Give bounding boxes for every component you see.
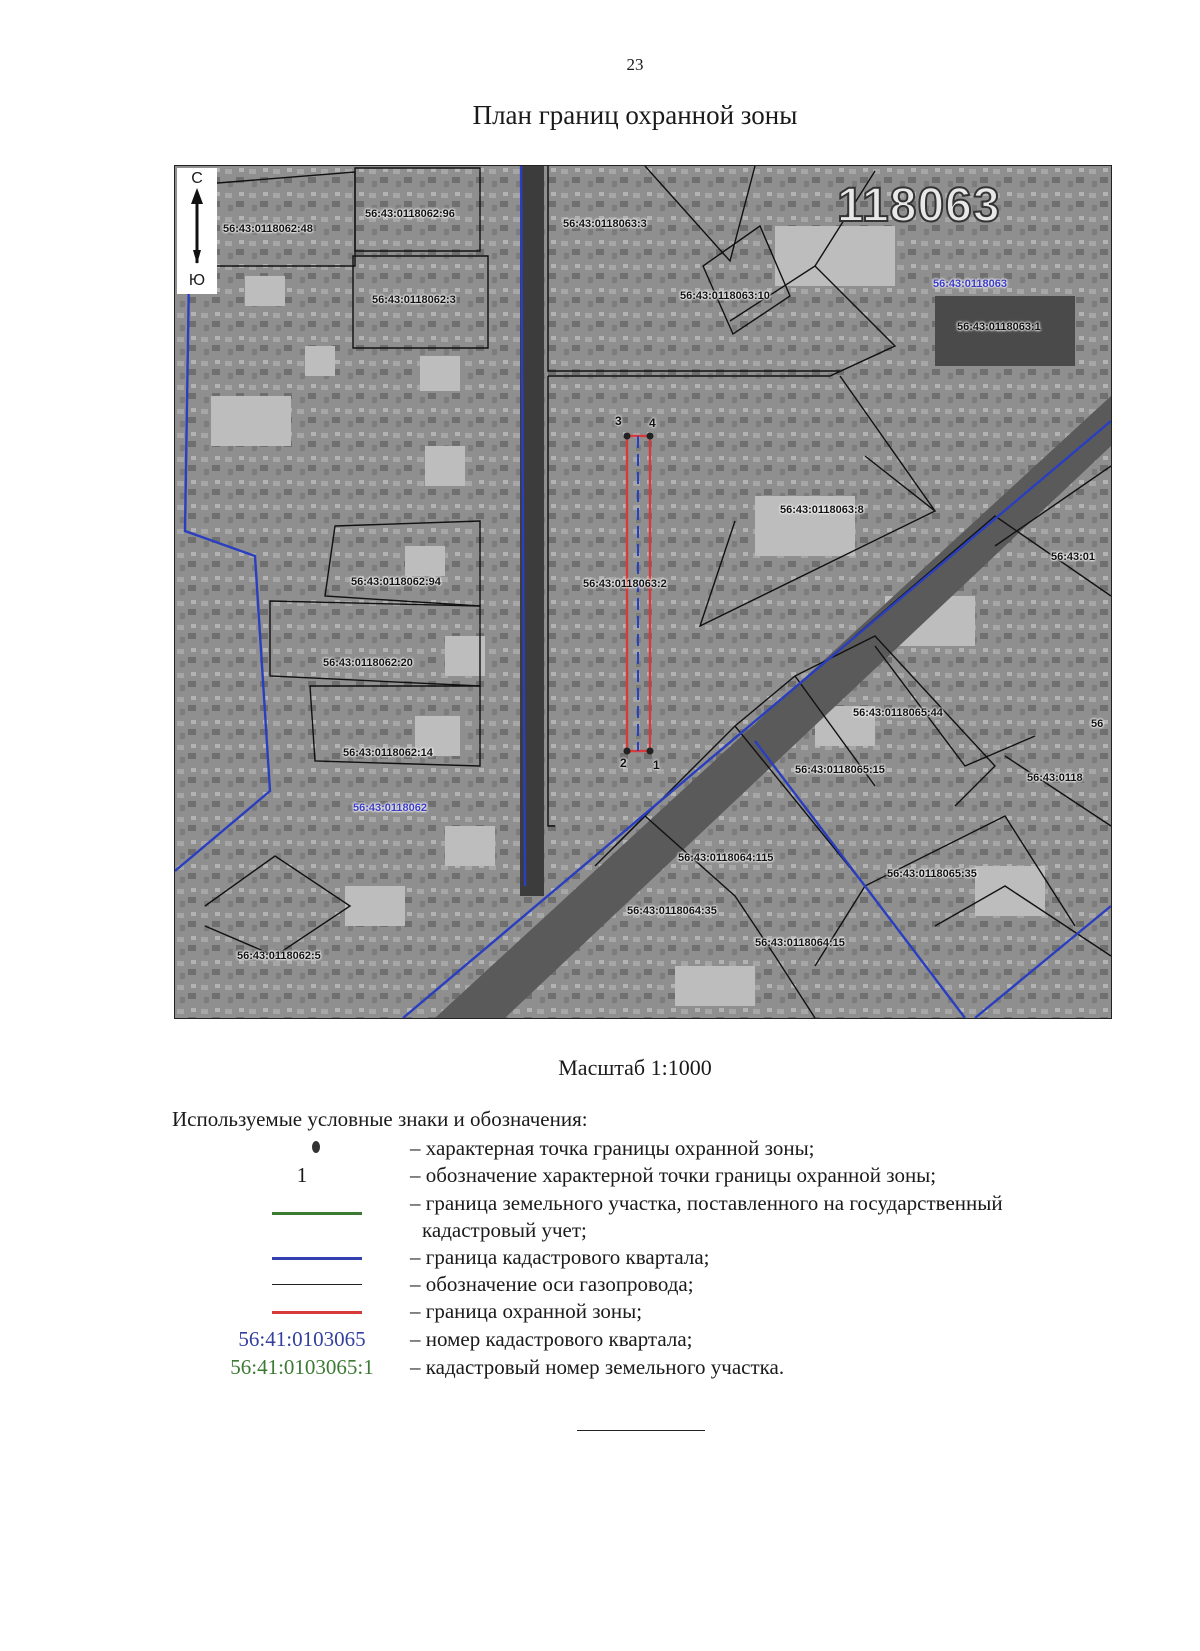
point-label: 2 bbox=[620, 756, 627, 770]
parcel-label: 56:43:0118062:96 bbox=[365, 208, 455, 220]
black-line-icon bbox=[272, 1284, 362, 1285]
parcel-label: 56:43:0118064:35 bbox=[627, 905, 717, 917]
parcel-label: 56:43:0118064:15 bbox=[755, 937, 845, 949]
legend-description: – кадастровый номер земельного участка. bbox=[410, 1355, 785, 1379]
map-scale: Масштаб 1:1000 bbox=[558, 1055, 712, 1080]
quarter-watermark-label: 118063 bbox=[837, 179, 1001, 232]
point-label: 1 bbox=[653, 758, 660, 772]
green-line-icon bbox=[272, 1212, 362, 1215]
point-label: 3 bbox=[615, 414, 622, 428]
legend-item bbox=[172, 1190, 1112, 1242]
legend-description: – обозначение характерной точки границы охранной зоны; bbox=[410, 1163, 937, 1187]
parcel-label: 56:43:0118063:8 bbox=[780, 504, 864, 516]
legend-description: – граница кадастрового квартала; bbox=[410, 1245, 710, 1269]
parcel-label: 56:43:0118062:5 bbox=[237, 950, 321, 962]
parcel-label: 56:43:0118063:2 bbox=[583, 578, 667, 590]
legend-symbol-text: 56:41:0103065 bbox=[238, 1327, 366, 1351]
parcel-label: 56:43:0118065:35 bbox=[887, 868, 977, 880]
end-divider bbox=[577, 1430, 705, 1431]
legend-description bbox=[410, 1190, 1110, 1244]
legend-description: – граница охранной зоны; bbox=[410, 1299, 643, 1323]
parcel-label: 56 bbox=[1091, 718, 1104, 730]
red-line-icon bbox=[272, 1311, 362, 1314]
compass-south-label: Ю bbox=[188, 272, 206, 289]
parcel-label: 56:43:0118062:94 bbox=[351, 576, 441, 588]
parcel-label: 56:43:0118064:115 bbox=[678, 852, 774, 864]
page-number: 23 bbox=[626, 55, 644, 74]
legend-symbol-text: 56:41:0103065:1 bbox=[230, 1355, 374, 1379]
map-canvas bbox=[175, 166, 1111, 1018]
page-title: План границ охранной зоны bbox=[472, 100, 798, 130]
parcel-label: 56:43:0118065:44 bbox=[853, 707, 943, 719]
point-dot-icon bbox=[312, 1141, 320, 1153]
parcel-label: 56:43:0118 bbox=[1027, 772, 1083, 784]
legend-item bbox=[172, 1354, 1112, 1382]
map-view[interactable] bbox=[174, 165, 1112, 1019]
legend-item bbox=[172, 1271, 1112, 1299]
quarter-label: 56:43:0118063 bbox=[933, 278, 1008, 290]
parcel-label: 56:43:0118063:1 bbox=[957, 321, 1041, 333]
legend-item bbox=[172, 1135, 1112, 1163]
parcel-label: 56:43:0118065:15 bbox=[795, 764, 885, 776]
legend-item bbox=[172, 1298, 1112, 1326]
legend-description: – характерная точка границы охранной зоны; bbox=[410, 1136, 815, 1160]
legend-description-line: – граница земельного участка, поставленного на государственный bbox=[410, 1191, 1003, 1215]
compass-north-label: С bbox=[191, 170, 203, 187]
quarter-label: 56:43:0118062 bbox=[353, 802, 428, 814]
legend-description: – обозначение оси газопровода; bbox=[410, 1272, 694, 1296]
blue-line-icon bbox=[272, 1257, 362, 1260]
parcel-label: 56:43:0118063:10 bbox=[680, 290, 770, 302]
parcel-label: 56:43:0118062:14 bbox=[343, 747, 433, 759]
parcel-label: 56:43:01 bbox=[1051, 551, 1096, 563]
legend-description: – номер кадастрового квартала; bbox=[410, 1327, 693, 1351]
legend-item bbox=[172, 1162, 1112, 1190]
legend-item bbox=[172, 1326, 1112, 1354]
parcel-label: 56:43:0118062:3 bbox=[372, 294, 456, 306]
legend-item bbox=[172, 1244, 1112, 1272]
point-label: 4 bbox=[649, 416, 656, 430]
parcel-label: 56:43:0118062:48 bbox=[223, 223, 313, 235]
aerial-image bbox=[175, 166, 1111, 1018]
legend-title: Используемые условные знаки и обозначения: bbox=[172, 1107, 588, 1131]
north-arrow bbox=[177, 168, 217, 294]
legend-symbol-text: 1 bbox=[296, 1163, 308, 1187]
legend-description-line: кадастровый учет; bbox=[422, 1218, 587, 1242]
parcel-label: 56:43:0118063:3 bbox=[563, 218, 647, 230]
parcel-label: 56:43:0118062:20 bbox=[323, 657, 413, 669]
